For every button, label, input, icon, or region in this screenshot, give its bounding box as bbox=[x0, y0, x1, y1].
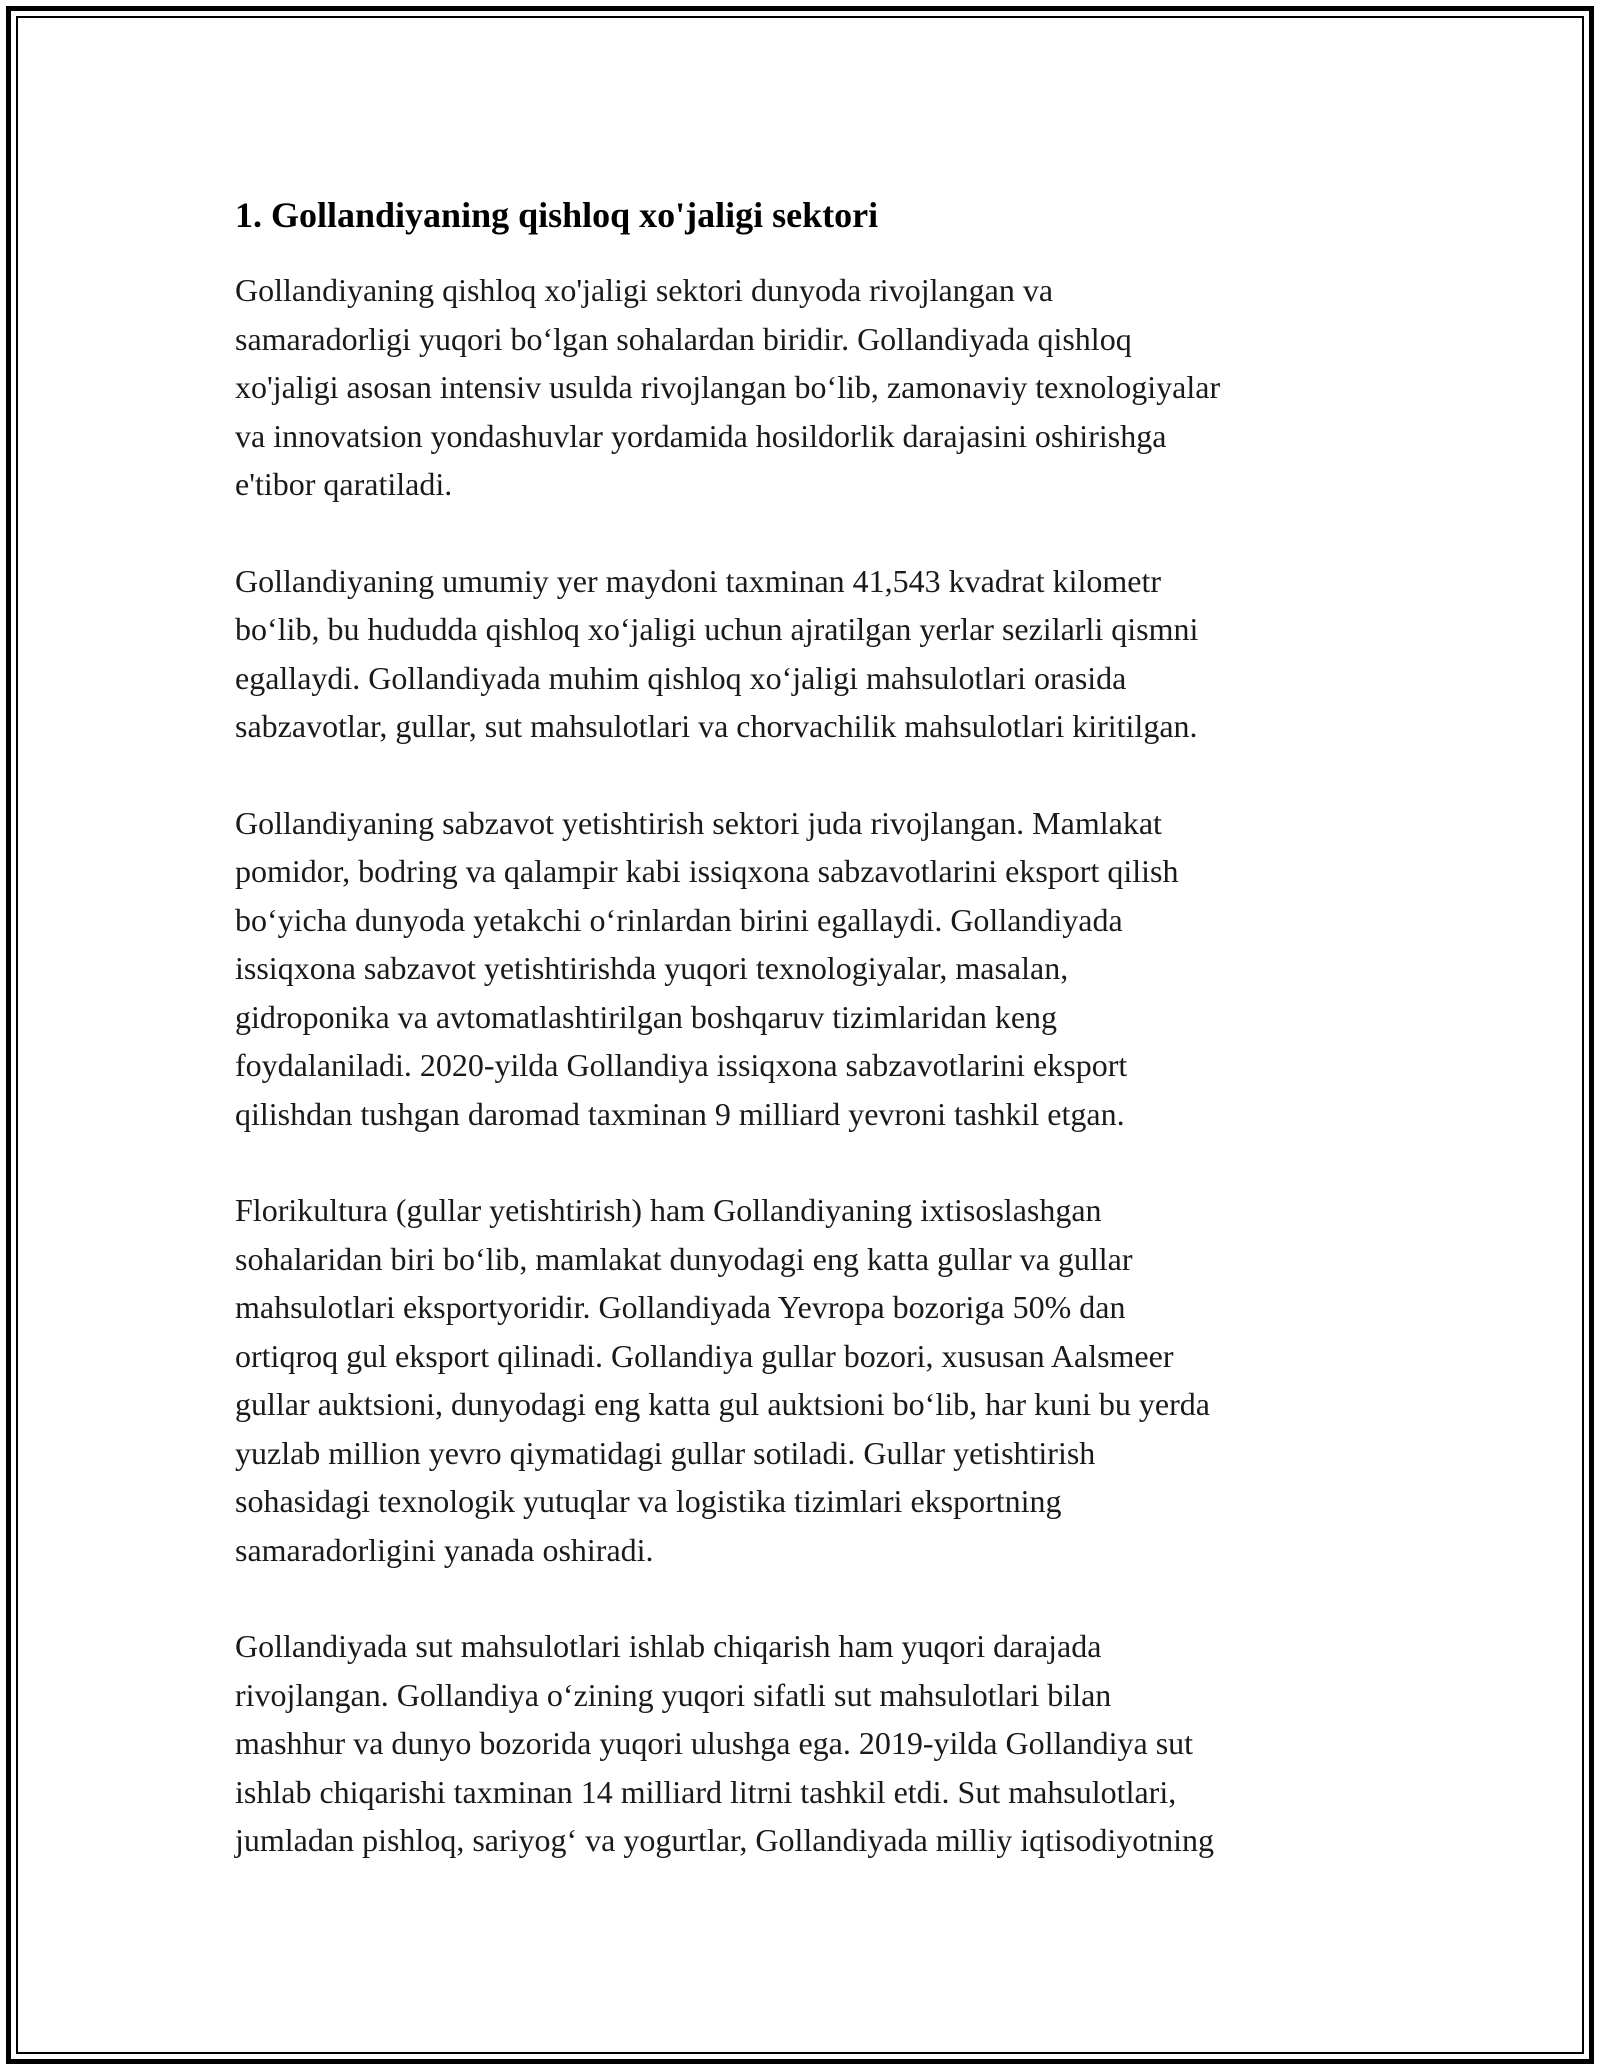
text-line: bo‘yicha dunyoda yetakchi o‘rinlardan birini egallaydi. Gollandiyada bbox=[235, 901, 1123, 938]
text-line: issiqxona sabzavot yetishtirishda yuqori texnologiyalar, masalan, bbox=[235, 950, 1069, 986]
paragraph-dairy bbox=[235, 1622, 1385, 1865]
text-line: qilishdan tushgan daromad taxminan 9 milliard yevroni tashkil etgan. bbox=[235, 1095, 1125, 1132]
text-line: bo‘lib, bu hududda qishloq xo‘jaligi uchun ajratilgan yerlar sezilarli qismni bbox=[235, 611, 1199, 647]
text-line: sohalaridan biri bo‘lib, mamlakat dunyodagi eng katta gullar va gullar bbox=[235, 1240, 1133, 1277]
text-line: samaradorligini yanada oshiradi. bbox=[235, 1531, 654, 1568]
paragraph-intro bbox=[235, 266, 1385, 509]
paragraph-land-area bbox=[235, 557, 1385, 751]
text-line: Gollandiyada sut mahsulotlari ishlab chiqarish ham yuqori darajada bbox=[235, 1628, 1102, 1664]
section-heading: 1. Gollandiyaning qishloq xo'jaligi sektori bbox=[235, 195, 879, 235]
text-line: e'tibor qaratiladi. bbox=[235, 466, 453, 502]
text-line: va innovatsion yondashuvlar yordamida hosildorlik darajasini oshirishga bbox=[235, 417, 1167, 454]
text-line: rivojlangan. Gollandiya o‘zining yuqori sifatli sut mahsulotlari bilan bbox=[235, 1676, 1112, 1713]
text-line: jumladan pishloq, sariyog‘ va yogurtlar, Gollandiyada milliy iqtisodiyotning bbox=[235, 1822, 1215, 1858]
text-line: gullar auktsioni, dunyodagi eng katta gul auktsioni bo‘lib, har kuni bu yerda bbox=[235, 1386, 1210, 1422]
text-line: ortiqroq gul eksport qilinadi. Gollandiya gullar bozori, xususan Aalsmeer bbox=[235, 1337, 1174, 1374]
text-line: ishlab chiqarishi taxminan 14 milliard litrni tashkil etdi. Sut mahsulotlari, bbox=[235, 1773, 1177, 1810]
text-line: gidroponika va avtomatlashtirilgan boshqaruv tizimlaridan keng bbox=[235, 998, 1058, 1035]
text-line: Florikultura (gullar yetishtirish) ham Gollandiyaning ixtisoslashgan bbox=[235, 1192, 1102, 1228]
text-line: xo'jaligi asosan intensiv usulda rivojlangan bo‘lib, zamonaviy texnologiyalar bbox=[235, 369, 1221, 405]
text-line: mahsulotlari eksportyoridir. Gollandiyada Yevropa bozoriga 50% dan bbox=[235, 1289, 1126, 1325]
paragraph-vegetables bbox=[235, 799, 1385, 1139]
text-line: sohasidagi texnologik yutuqlar va logistika tizimlari eksportning bbox=[235, 1483, 1062, 1519]
text-line: mashhur va dunyo bozorida yuqori ulushga ega. 2019-yilda Gollandiya sut bbox=[235, 1725, 1194, 1761]
text-line: sabzavotlar, gullar, sut mahsulotlari va chorvachilik mahsulotlari kiritilgan. bbox=[235, 708, 1198, 744]
text-line: samaradorligi yuqori bo‘lgan sohalardan biridir. Gollandiyada qishloq bbox=[235, 320, 1132, 357]
text-line: pomidor, bodring va qalampir kabi issiqxona sabzavotlarini eksport qilish bbox=[235, 853, 1179, 889]
text-line: Gollandiyaning qishloq xo'jaligi sektori dunyoda rivojlangan va bbox=[235, 272, 1054, 308]
paragraph-floriculture bbox=[235, 1186, 1385, 1574]
text-line: yuzlab million yevro qiymatidagi gullar sotiladi. Gullar yetishtirish bbox=[235, 1434, 1096, 1471]
text-line: Gollandiyaning umumiy yer maydoni taxminan 41,543 kvadrat kilometr bbox=[235, 562, 1162, 599]
text-line: foydalaniladi. 2020-yilda Gollandiya issiqxona sabzavotlarini eksport bbox=[235, 1047, 1128, 1083]
text-line: Gollandiyaning sabzavot yetishtirish sektori juda rivojlangan. Mamlakat bbox=[235, 804, 1162, 841]
text-line: egallaydi. Gollandiyada muhim qishloq xo‘jaligi mahsulotlari orasida bbox=[235, 659, 1127, 696]
document-body bbox=[235, 184, 1385, 1913]
